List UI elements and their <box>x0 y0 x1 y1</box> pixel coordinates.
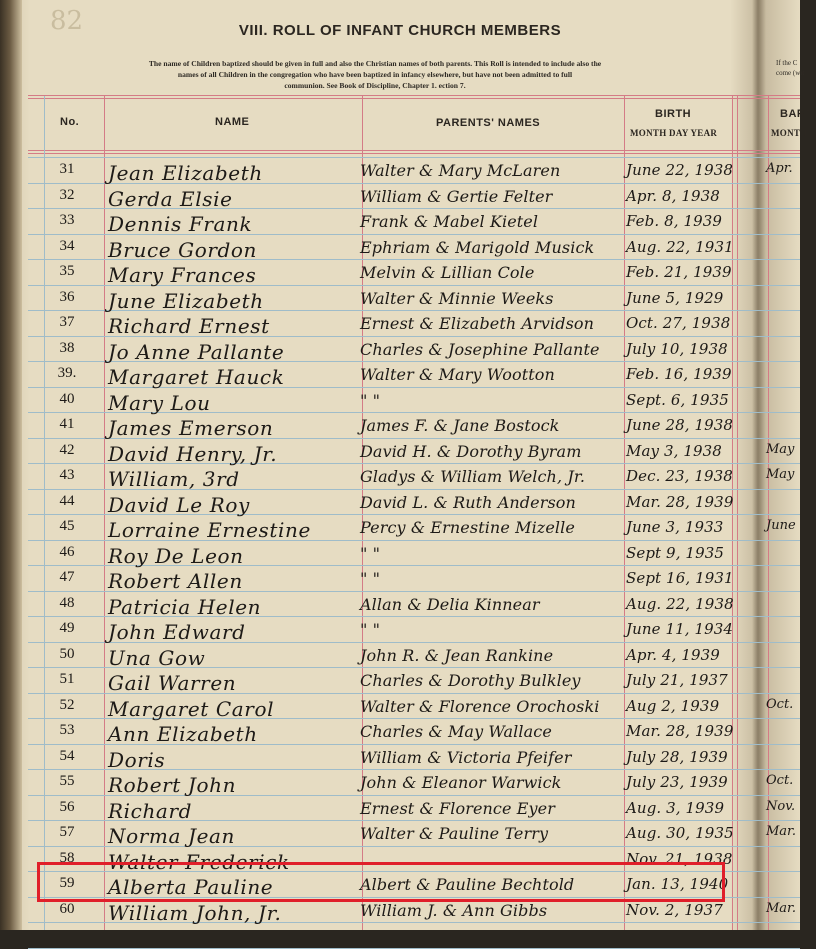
member-row <box>0 414 800 440</box>
member-row <box>0 210 800 236</box>
birth-date: June 28, 1938 <box>626 416 734 434</box>
parents-names: Walter & Florence Orochoski <box>360 697 600 716</box>
child-name: Gerda Elsie <box>108 187 233 211</box>
birth-date: May 3, 1938 <box>626 442 722 460</box>
child-name: Bruce Gordon <box>108 238 258 262</box>
birth-date: Aug. 3, 1939 <box>626 799 725 817</box>
row-number: 57 <box>59 824 75 840</box>
parents-names: Frank & Mabel Kietel <box>360 212 539 231</box>
birth-date: Apr. 4, 1939 <box>626 646 720 664</box>
row-number: 45 <box>59 518 75 534</box>
birth-date: Nov. 21, 1938 <box>626 850 733 868</box>
parents-names: David H. & Dorothy Byram <box>360 442 582 461</box>
row-number: 59 <box>59 875 75 891</box>
baptism-month: Oct. <box>766 697 794 712</box>
parents-names: Walter & Mary Wootton <box>360 365 555 384</box>
birth-date: Feb. 8, 1939 <box>626 212 723 230</box>
parents-names: William J. & Ann Gibbs <box>360 901 548 920</box>
parents-names: Walter & Mary McLaren <box>360 161 561 180</box>
birth-date: Feb. 21, 1939 <box>626 263 732 281</box>
child-name: Margaret Carol <box>108 697 275 721</box>
member-row <box>0 465 800 491</box>
member-row <box>0 491 800 517</box>
child-name: James Emerson <box>108 416 274 440</box>
instructions-line-3: communion. See Book of Discipline, Chapter 1. ection 7. <box>284 81 466 90</box>
highlighted-entry-box <box>37 862 725 902</box>
parents-names: William & Gertie Felter <box>360 187 553 206</box>
row-number: 41 <box>59 416 75 432</box>
birth-date: Mar. 28, 1939 <box>626 722 734 740</box>
member-row <box>0 516 800 542</box>
row-number: 60 <box>59 901 75 917</box>
page-title: VIII. ROLL OF INFANT CHURCH MEMBERS <box>238 22 562 39</box>
member-row <box>0 771 800 797</box>
row-number: 58 <box>59 850 75 866</box>
parents-names: " " <box>360 391 381 410</box>
child-name: William John, Jr. <box>108 901 282 925</box>
parents-names: Ephriam & Marigold Musick <box>360 238 595 257</box>
header-bapt: BAPT <box>780 108 812 120</box>
row-number: 35 <box>59 263 75 279</box>
row-number: 54 <box>59 748 75 764</box>
birth-date: Jan. 13, 1940 <box>626 875 729 893</box>
page-number: 82 <box>50 6 84 36</box>
birth-date: Apr. 8, 1938 <box>626 187 720 205</box>
child-name: William, 3rd <box>108 467 240 491</box>
child-name: David Henry, Jr. <box>108 442 278 466</box>
birth-date: Dec. 23, 1938 <box>626 467 733 485</box>
baptism-month: May <box>766 467 795 482</box>
row-number: 33 <box>59 212 75 228</box>
parents-names: John & Eleanor Warwick <box>360 773 562 792</box>
header-top-rule-2 <box>28 98 800 99</box>
header-name: NAME <box>215 116 250 128</box>
header-birth: BIRTH <box>655 108 692 120</box>
member-row <box>0 542 800 568</box>
member-row <box>0 567 800 593</box>
instructions-line-2: names of all Children in the congregation who have been baptized in infancy elsewhere, but have not been admitted to full <box>177 70 573 79</box>
child-name: Dennis Frank <box>108 212 253 236</box>
member-row <box>0 185 800 211</box>
child-name: Norma Jean <box>108 824 236 848</box>
header-bottom-rule <box>28 150 800 151</box>
header-bapt-sub: MONTH <box>771 128 808 138</box>
row-number: 36 <box>59 289 75 305</box>
child-name: Una Gow <box>108 646 206 670</box>
member-row <box>0 899 800 925</box>
row-number: 46 <box>59 544 75 560</box>
child-name: Mary Lou <box>108 391 211 415</box>
row-number: 42 <box>59 442 75 458</box>
row-number: 44 <box>59 493 75 509</box>
parents-names: David L. & Ruth Anderson <box>360 493 576 512</box>
child-name: Jean Elizabeth <box>108 161 263 185</box>
member-row <box>0 669 800 695</box>
member-row <box>0 618 800 644</box>
parents-names: " " <box>360 620 381 639</box>
next-page-note <box>776 58 816 78</box>
child-name: Patricia Helen <box>108 595 262 619</box>
child-name: Alberta Pauline <box>108 875 274 899</box>
birth-date: Aug. 30, 1935 <box>626 824 734 842</box>
birth-date: July 21, 1937 <box>626 671 728 689</box>
birth-date: June 22, 1938 <box>626 161 734 179</box>
row-number: 34 <box>59 238 75 254</box>
parents-names: Gladys & William Welch, Jr. <box>360 467 586 486</box>
birth-date: June 3, 1933 <box>626 518 724 536</box>
child-name: Lorraine Ernestine <box>108 518 311 542</box>
parents-names: Charles & May Wallace <box>360 722 552 741</box>
row-number: 52 <box>59 697 75 713</box>
baptism-month: Mar. <box>766 824 796 839</box>
parents-names: Melvin & Lillian Cole <box>360 263 535 282</box>
child-name: Ann Elizabeth <box>108 722 258 746</box>
birth-date: Aug. 22, 1931 <box>626 238 734 256</box>
child-name: June Elizabeth <box>108 289 264 313</box>
birth-date: Sept. 6, 1935 <box>626 391 729 409</box>
birth-date: Oct. 27, 1938 <box>626 314 731 332</box>
instructions-line-1: The name of Children baptized should be given in full and also the Christian names of both parents. This Roll is intended to include also the <box>148 59 602 68</box>
parents-names: Charles & Josephine Pallante <box>360 340 600 359</box>
parents-names: John R. & Jean Rankine <box>360 646 554 665</box>
member-row <box>0 261 800 287</box>
row-number: 39. <box>57 365 77 381</box>
member-row <box>0 440 800 466</box>
birth-date: July 10, 1938 <box>626 340 728 358</box>
parents-names: Ernest & Elizabeth Arvidson <box>360 314 595 333</box>
birth-date: July 28, 1939 <box>626 748 728 766</box>
header-parents: PARENTS' NAMES <box>436 117 541 129</box>
header-bottom-rule-2 <box>28 153 800 154</box>
row-number: 37 <box>59 314 75 330</box>
baptism-month: May <box>766 442 795 457</box>
parents-names: James F. & Jane Bostock <box>360 416 560 435</box>
row-number: 40 <box>59 391 75 407</box>
child-name: Richard <box>108 799 193 823</box>
next-page-note-line-1: If the C <box>776 59 798 67</box>
child-name: Roy De Leon <box>108 544 244 568</box>
row-number: 31 <box>59 161 75 177</box>
parents-names: Walter & Pauline Terry <box>360 824 549 843</box>
row-number: 56 <box>59 799 75 815</box>
member-row <box>0 389 800 415</box>
row-number: 49 <box>59 620 75 636</box>
row-number: 47 <box>59 569 75 585</box>
baptism-month: Oct. <box>766 773 794 788</box>
parents-names: Charles & Dorothy Bulkley <box>360 671 581 690</box>
member-row <box>0 746 800 772</box>
member-row <box>0 695 800 721</box>
baptism-month: Nov. <box>766 799 796 814</box>
baptism-month: June <box>766 518 796 533</box>
member-row <box>0 312 800 338</box>
birth-date: Nov. 2, 1937 <box>626 901 723 919</box>
parents-names: " " <box>360 569 381 588</box>
birth-date: June 11, 1934 <box>626 620 734 638</box>
header-birth-sub: MONTH DAY YEAR <box>630 128 718 138</box>
parents-names: Walter & Minnie Weeks <box>360 289 554 308</box>
member-row <box>0 363 800 389</box>
parents-names: Allan & Delia Kinnear <box>360 595 540 614</box>
baptism-month: Apr. <box>766 161 793 176</box>
child-name: David Le Roy <box>108 493 250 517</box>
birth-date: Feb. 16, 1939 <box>626 365 732 383</box>
member-row <box>0 644 800 670</box>
row-number: 55 <box>59 773 75 789</box>
birth-date: Sept 16, 1931 <box>626 569 734 587</box>
parents-names: William & Victoria Pfeifer <box>360 748 572 767</box>
member-row <box>0 797 800 823</box>
child-name: Robert Allen <box>108 569 243 593</box>
row-number: 50 <box>59 646 75 662</box>
ruled-line <box>28 157 800 158</box>
next-page-note-line-2: come (wit <box>776 69 805 77</box>
header-top-rule <box>28 95 800 96</box>
row-number: 32 <box>59 187 75 203</box>
child-name: Doris <box>108 748 166 772</box>
child-name: Walter Frederick <box>108 850 290 874</box>
child-name: Jo Anne Pallante <box>108 340 285 364</box>
member-row <box>0 720 800 746</box>
row-number: 53 <box>59 722 75 738</box>
child-name: Gail Warren <box>108 671 237 695</box>
child-name: Margaret Hauck <box>108 365 285 389</box>
parents-names: Albert & Pauline Bechtold <box>360 875 575 894</box>
birth-date: Mar. 28, 1939 <box>626 493 734 511</box>
member-row <box>0 236 800 262</box>
row-number: 38 <box>59 340 75 356</box>
member-row <box>0 287 800 313</box>
row-number: 51 <box>59 671 75 687</box>
row-number: 43 <box>59 467 75 483</box>
birth-date: July 23, 1939 <box>626 773 728 791</box>
instructions <box>82 58 668 91</box>
baptism-month: Mar. <box>766 901 796 916</box>
child-name: Richard Ernest <box>108 314 270 338</box>
child-name: John Edward <box>108 620 246 644</box>
member-row <box>0 822 800 848</box>
header-no: No. <box>60 116 80 128</box>
member-row <box>0 593 800 619</box>
child-name: Robert John <box>108 773 237 797</box>
child-name: Mary Frances <box>108 263 257 287</box>
parents-names: Ernest & Florence Eyer <box>360 799 555 818</box>
member-row <box>0 159 800 185</box>
birth-date: June 5, 1929 <box>626 289 724 307</box>
parents-names: Percy & Ernestine Mizelle <box>360 518 575 537</box>
birth-date: Aug 2, 1939 <box>626 697 720 715</box>
parents-names: " " <box>360 544 381 563</box>
birth-date: Aug. 22, 1938 <box>626 595 734 613</box>
row-number: 48 <box>59 595 75 611</box>
birth-date: Sept 9, 1935 <box>626 544 725 562</box>
member-row <box>0 338 800 364</box>
